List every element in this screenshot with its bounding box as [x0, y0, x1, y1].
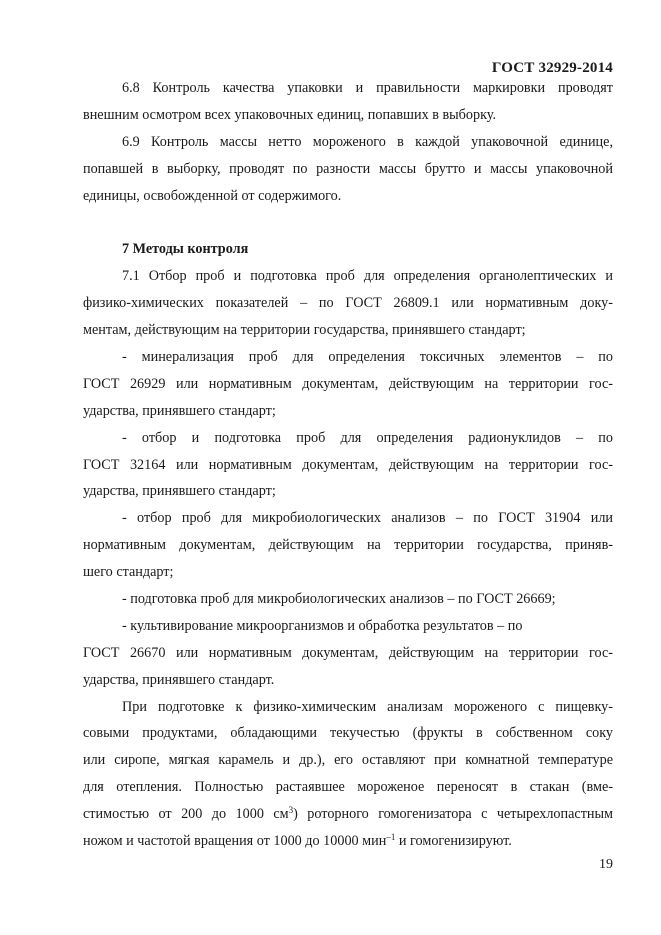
document-standard-number: ГОСТ 32929-2014: [491, 60, 613, 76]
list-item-cultivation-line: ГОСТ 26670 или нормативным документам, действующим на территории гос-: [83, 644, 613, 661]
paragraph-7-1-line: 7.1 Отбор проб и подготовка проб для определения органолептических и: [122, 268, 613, 285]
list-item-radionuclides-line: - отбор и подготовка проб для определения радионуклидов – по: [122, 429, 613, 446]
preparation-homogenizer-text: ) роторного гомогенизатора с четырехлопастным: [293, 806, 613, 823]
preparation-ending-text: и гомогенизируют.: [395, 833, 512, 850]
list-item-micro-sampling-line: - отбор проб для микробиологических анализов – по ГОСТ 31904 или: [122, 510, 613, 527]
cubic-superscript: 3: [288, 805, 294, 816]
paragraph-6-8-line: внешним осмотром всех упаковочных единиц, попавших в выборку.: [83, 106, 497, 123]
list-item-mineralization-line: ударства, принявшего стандарт;: [83, 402, 276, 419]
paragraph-preparation-line: [83, 801, 613, 828]
paragraph-preparation-line: совыми продуктами, обладающими текучестью (фрукты в собственном соку: [83, 725, 613, 742]
paragraph-7-1-line: ментам, действующим на территории государства, принявшего стандарт;: [83, 322, 526, 339]
list-item-radionuclides-line: ударства, принявшего стандарт;: [83, 483, 276, 500]
paragraph-6-8-line: 6.8 Контроль качества упаковки и правильности маркировки проводят: [122, 80, 613, 96]
paragraph-6-9-line: 6.9 Контроль массы нетто мороженого в каждой упаковочной единице,: [122, 133, 613, 150]
list-item-mineralization-line: ГОСТ 26929 или нормативным документам, действующим на территории гос-: [83, 375, 613, 392]
paragraph-preparation-line: При подготовке к физико-химическим анализам мороженого с пищевку-: [122, 698, 613, 715]
section-gap: [83, 209, 613, 236]
preparation-volume-text: стимостью от 200 до 1000 см: [83, 806, 289, 823]
page-content: [83, 75, 613, 855]
paragraph-6-9-line: попавшей в выборку, проводят по разности массы брутто и массы упаковочной: [83, 160, 613, 177]
paragraph-preparation-line: для отепления. Полностью растаявшее мороженое переносят в стакан (вме-: [83, 779, 613, 796]
list-item-micro-sampling-line: нормативным документам, действующим на территории государства, приняв-: [83, 537, 613, 554]
list-item-cultivation-line: - культивирование микроорганизмов и обработка результатов – по: [122, 617, 523, 634]
page-number: 19: [599, 857, 613, 872]
paragraph-6-9-line: единицы, освобожденной от содержимого.: [83, 187, 342, 204]
section-7-heading: 7 Методы контроля: [122, 241, 249, 258]
preparation-speed-text: ножом и частотой вращения от 1000 до 10000 мин: [83, 833, 387, 850]
list-item-micro-sampling-line: шего стандарт;: [83, 564, 174, 581]
list-item-radionuclides-line: ГОСТ 32164 или нормативным документам, действующим на территории гос-: [83, 456, 613, 473]
list-item-mineralization-line: - минерализация проб для определения токсичных элементов – по: [122, 349, 613, 366]
list-item-micro-preparation: - подготовка проб для микробиологических анализов – по ГОСТ 26669;: [122, 591, 556, 608]
inverse-minute-superscript: –1: [386, 832, 396, 843]
paragraph-preparation-line: [83, 828, 613, 855]
paragraph-7-1-line: физико-химических показателей – по ГОСТ 26809.1 или нормативным доку-: [83, 295, 613, 312]
list-item-cultivation-line: ударства, принявшего стандарт.: [83, 671, 275, 688]
paragraph-preparation-line: или сиропе, мягкая карамель и др.), его оставляют при комнатной температуре: [83, 752, 613, 769]
